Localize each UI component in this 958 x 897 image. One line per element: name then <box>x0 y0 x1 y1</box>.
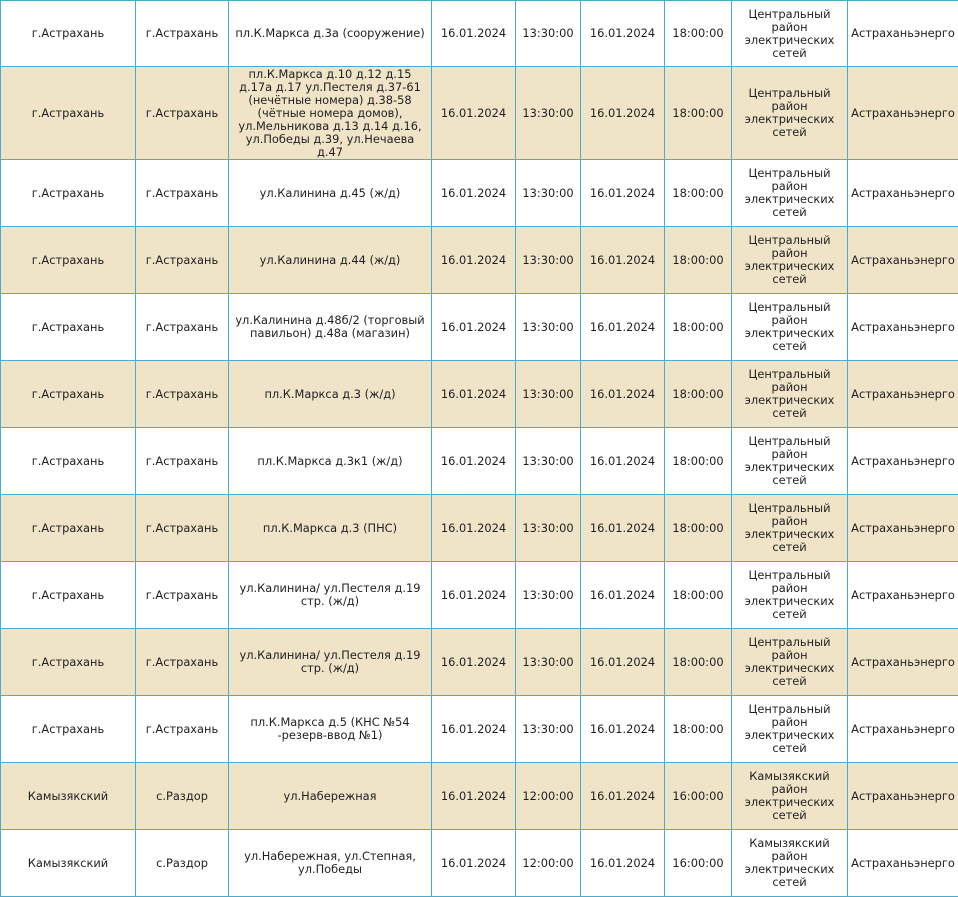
table-row <box>1 1 958 67</box>
table-row <box>1 428 958 495</box>
network-cell: Центральный район электрических сетей <box>732 227 848 294</box>
table-body <box>1 1 958 897</box>
district-cell: г.Астрахань <box>1 629 136 696</box>
start-time-cell: 13:30:00 <box>516 160 581 227</box>
start-time-cell: 13:30:00 <box>516 67 581 160</box>
start-time-cell: 13:30:00 <box>516 1 581 67</box>
locality-cell: г.Астрахань <box>136 160 229 227</box>
district-cell: г.Астрахань <box>1 294 136 361</box>
company-cell: Астраханьэнерго <box>848 160 958 227</box>
end-time-cell: 18:00:00 <box>665 629 732 696</box>
address-cell: ул.Набережная <box>229 763 432 830</box>
end-date-cell: 16.01.2024 <box>581 696 665 763</box>
network-cell: Центральный район электрических сетей <box>732 1 848 67</box>
address-cell: ул.Калинина д.44 (ж/д) <box>229 227 432 294</box>
start-date-cell: 16.01.2024 <box>432 67 516 160</box>
end-date-cell: 16.01.2024 <box>581 227 665 294</box>
company-cell: Астраханьэнерго <box>848 294 958 361</box>
end-date-cell: 16.01.2024 <box>581 67 665 160</box>
address-cell: пл.К.Маркса д.3 (ж/д) <box>229 361 432 428</box>
district-cell: г.Астрахань <box>1 428 136 495</box>
district-cell: г.Астрахань <box>1 495 136 562</box>
company-cell: Астраханьэнерго <box>848 562 958 629</box>
start-date-cell: 16.01.2024 <box>432 361 516 428</box>
start-time-cell: 13:30:00 <box>516 629 581 696</box>
locality-cell: г.Астрахань <box>136 361 229 428</box>
table-row <box>1 67 958 160</box>
start-date-cell: 16.01.2024 <box>432 763 516 830</box>
address-cell: пл.К.Маркса д.5 (КНС №54 -резерв-ввод №1) <box>229 696 432 763</box>
start-time-cell: 13:30:00 <box>516 227 581 294</box>
start-date-cell: 16.01.2024 <box>432 227 516 294</box>
end-date-cell: 16.01.2024 <box>581 428 665 495</box>
company-cell: Астраханьэнерго <box>848 495 958 562</box>
table-row <box>1 562 958 629</box>
start-time-cell: 13:30:00 <box>516 495 581 562</box>
table-row <box>1 696 958 763</box>
district-cell: г.Астрахань <box>1 227 136 294</box>
end-time-cell: 18:00:00 <box>665 294 732 361</box>
end-time-cell: 18:00:00 <box>665 562 732 629</box>
start-date-cell: 16.01.2024 <box>432 428 516 495</box>
company-cell: Астраханьэнерго <box>848 1 958 67</box>
end-date-cell: 16.01.2024 <box>581 160 665 227</box>
start-date-cell: 16.01.2024 <box>432 562 516 629</box>
end-time-cell: 18:00:00 <box>665 696 732 763</box>
start-date-cell: 16.01.2024 <box>432 294 516 361</box>
locality-cell: г.Астрахань <box>136 629 229 696</box>
end-date-cell: 16.01.2024 <box>581 294 665 361</box>
address-cell: пл.К.Маркса д.10 д.12 д.15 д.17а д.17 ул.Пестеля д.37-61 (нечётные номера) д.38-58 (чётные номера домов), ул.Мельникова д.13 д.14 д.16, ул.Победы д.39, ул.Нечаева д.47 <box>229 67 432 160</box>
table-row <box>1 361 958 428</box>
network-cell: Центральный район электрических сетей <box>732 629 848 696</box>
start-time-cell: 12:00:00 <box>516 763 581 830</box>
address-cell: ул.Калинина/ ул.Пестеля д.19 стр. (ж/д) <box>229 629 432 696</box>
start-time-cell: 13:30:00 <box>516 361 581 428</box>
network-cell: Камызякский район электрических сетей <box>732 763 848 830</box>
company-cell: Астраханьэнерго <box>848 361 958 428</box>
network-cell: Центральный район электрических сетей <box>732 428 848 495</box>
address-cell: пл.К.Маркса д.3а (сооружение) <box>229 1 432 67</box>
locality-cell: г.Астрахань <box>136 67 229 160</box>
end-date-cell: 16.01.2024 <box>581 495 665 562</box>
end-time-cell: 18:00:00 <box>665 67 732 160</box>
end-date-cell: 16.01.2024 <box>581 1 665 67</box>
locality-cell: с.Раздор <box>136 830 229 897</box>
district-cell: Камызякский <box>1 830 136 897</box>
end-date-cell: 16.01.2024 <box>581 763 665 830</box>
start-date-cell: 16.01.2024 <box>432 160 516 227</box>
table-row <box>1 830 958 897</box>
end-time-cell: 18:00:00 <box>665 361 732 428</box>
address-cell: ул.Калинина д.45 (ж/д) <box>229 160 432 227</box>
end-time-cell: 18:00:00 <box>665 495 732 562</box>
end-time-cell: 18:00:00 <box>665 1 732 67</box>
start-time-cell: 13:30:00 <box>516 562 581 629</box>
network-cell: Центральный район электрических сетей <box>732 495 848 562</box>
start-date-cell: 16.01.2024 <box>432 830 516 897</box>
district-cell: г.Астрахань <box>1 1 136 67</box>
start-date-cell: 16.01.2024 <box>432 495 516 562</box>
table-row <box>1 763 958 830</box>
network-cell: Центральный район электрических сетей <box>732 67 848 160</box>
end-time-cell: 16:00:00 <box>665 763 732 830</box>
locality-cell: г.Астрахань <box>136 227 229 294</box>
address-cell: ул.Калинина д.48б/2 (торговый павильон) д.48а (магазин) <box>229 294 432 361</box>
start-date-cell: 16.01.2024 <box>432 696 516 763</box>
network-cell: Центральный район электрических сетей <box>732 562 848 629</box>
district-cell: г.Астрахань <box>1 696 136 763</box>
start-time-cell: 13:30:00 <box>516 428 581 495</box>
table-row <box>1 629 958 696</box>
network-cell: Камызякский район электрических сетей <box>732 830 848 897</box>
locality-cell: г.Астрахань <box>136 562 229 629</box>
company-cell: Астраханьэнерго <box>848 763 958 830</box>
end-time-cell: 16:00:00 <box>665 830 732 897</box>
table-row <box>1 160 958 227</box>
district-cell: г.Астрахань <box>1 67 136 160</box>
end-time-cell: 18:00:00 <box>665 160 732 227</box>
table-row <box>1 294 958 361</box>
start-time-cell: 13:30:00 <box>516 294 581 361</box>
end-date-cell: 16.01.2024 <box>581 629 665 696</box>
district-cell: Камызякский <box>1 763 136 830</box>
end-date-cell: 16.01.2024 <box>581 562 665 629</box>
network-cell: Центральный район электрических сетей <box>732 696 848 763</box>
locality-cell: г.Астрахань <box>136 1 229 67</box>
end-time-cell: 18:00:00 <box>665 428 732 495</box>
company-cell: Астраханьэнерго <box>848 67 958 160</box>
network-cell: Центральный район электрических сетей <box>732 294 848 361</box>
locality-cell: г.Астрахань <box>136 495 229 562</box>
table-row <box>1 495 958 562</box>
company-cell: Астраханьэнерго <box>848 227 958 294</box>
locality-cell: с.Раздор <box>136 763 229 830</box>
district-cell: г.Астрахань <box>1 562 136 629</box>
district-cell: г.Астрахань <box>1 160 136 227</box>
start-date-cell: 16.01.2024 <box>432 629 516 696</box>
end-date-cell: 16.01.2024 <box>581 361 665 428</box>
start-date-cell: 16.01.2024 <box>432 1 516 67</box>
company-cell: Астраханьэнерго <box>848 696 958 763</box>
company-cell: Астраханьэнерго <box>848 428 958 495</box>
end-time-cell: 18:00:00 <box>665 227 732 294</box>
locality-cell: г.Астрахань <box>136 294 229 361</box>
start-time-cell: 13:30:00 <box>516 696 581 763</box>
address-cell: пл.К.Маркса д.3к1 (ж/д) <box>229 428 432 495</box>
address-cell: пл.К.Маркса д.3 (ПНС) <box>229 495 432 562</box>
network-cell: Центральный район электрических сетей <box>732 361 848 428</box>
network-cell: Центральный район электрических сетей <box>732 160 848 227</box>
locality-cell: г.Астрахань <box>136 428 229 495</box>
start-time-cell: 12:00:00 <box>516 830 581 897</box>
address-cell: ул.Набережная, ул.Степная, ул.Победы <box>229 830 432 897</box>
company-cell: Астраханьэнерго <box>848 830 958 897</box>
end-date-cell: 16.01.2024 <box>581 830 665 897</box>
address-cell: ул.Калинина/ ул.Пестеля д.19 стр. (ж/д) <box>229 562 432 629</box>
table-row <box>1 227 958 294</box>
district-cell: г.Астрахань <box>1 361 136 428</box>
company-cell: Астраханьэнерго <box>848 629 958 696</box>
locality-cell: г.Астрахань <box>136 696 229 763</box>
